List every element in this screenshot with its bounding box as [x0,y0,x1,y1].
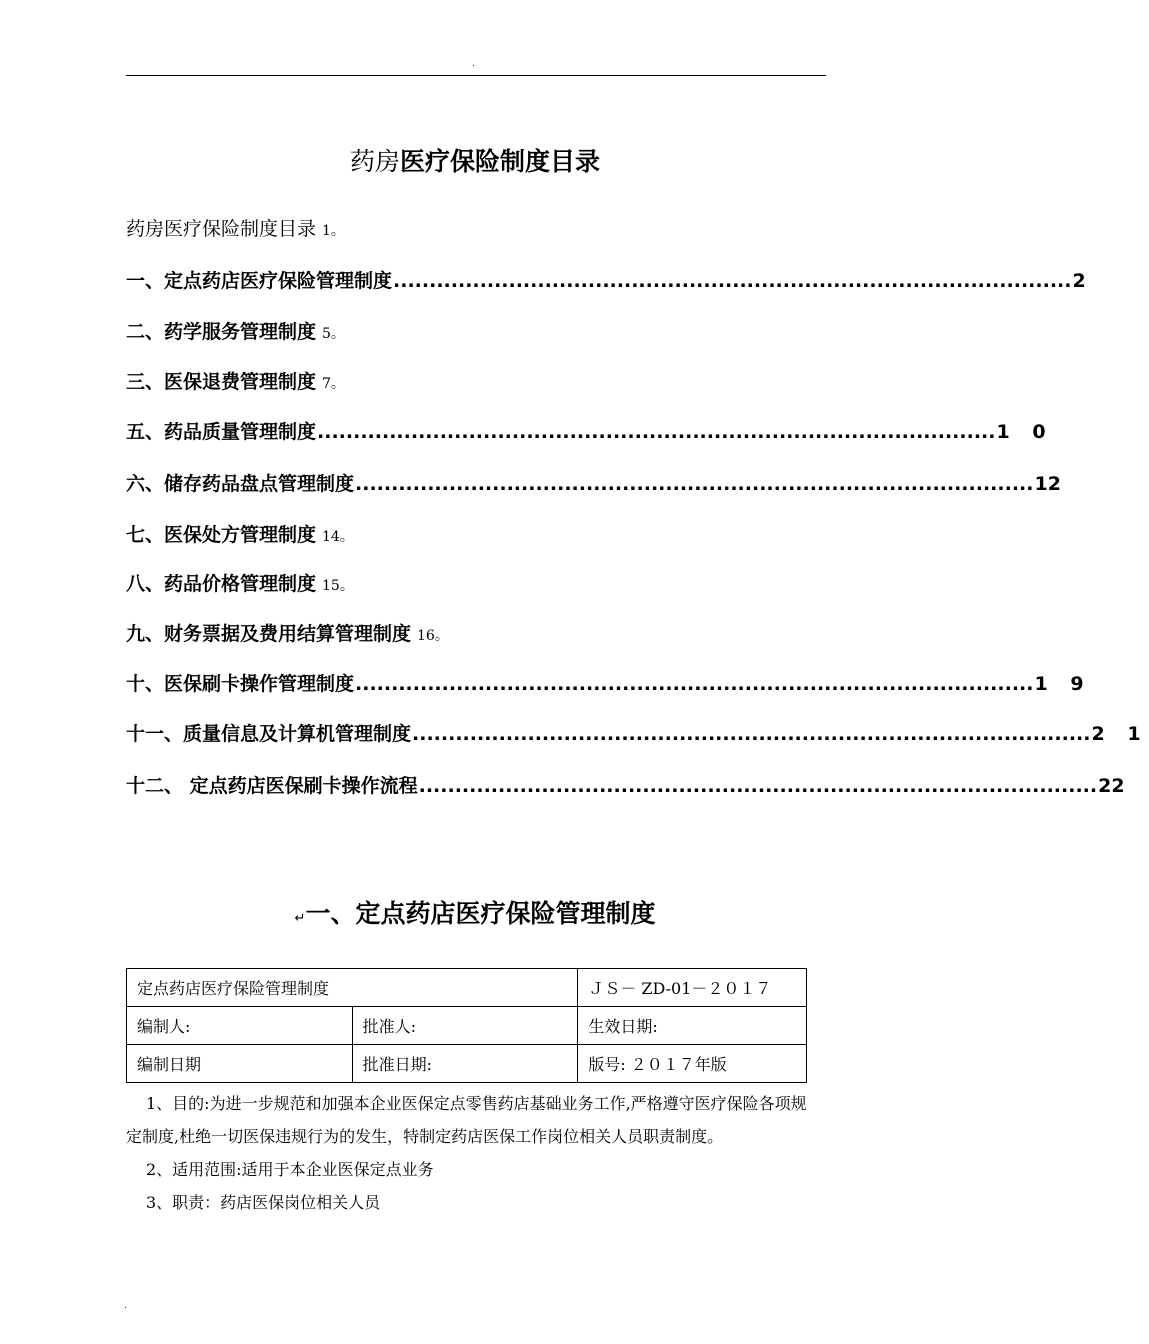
policy-name-cell: 定点药店医疗保险管理制度 [127,969,578,1007]
policy-code-cell: ＪＳ－ ZD-01－２０１７ [578,969,807,1007]
toc-entry-label: 六、储存药品盘点管理制度 [126,473,355,495]
toc-entry[interactable] [126,469,1061,499]
table-row [127,969,807,1007]
toc-entry-label: 十二、 定点药店医保刷卡操作流程 [126,775,418,797]
toc-entry-page: 5。 [322,326,345,342]
toc-entry[interactable] [126,669,1092,699]
section-title [0,894,950,930]
toc-entry-page: 1 9 [1034,673,1092,695]
toc-entry-label: 二、药学服务管理制度 [126,321,317,343]
toc-leader-dots: .............................................................................................. [355,673,1034,695]
section-title-text: 一、定点药店医疗保险管理制度 [305,899,656,928]
toc-entry-page: 1 0 [996,421,1054,443]
toc-entry[interactable] [126,719,1149,749]
footer-dot: . [124,1300,128,1311]
toc-entry-page: 2 1 [1091,723,1149,745]
toc-entry[interactable] [126,266,1086,296]
toc-entry-page: 12 [1034,473,1061,495]
table-row [127,1007,807,1045]
effective-date-cell: 生效日期: [578,1007,807,1045]
toc-entry-label: 七、医保处方管理制度 [126,524,317,546]
toc-entry[interactable] [126,619,826,649]
body-text [126,1087,816,1219]
approver-cell: 批准人: [352,1007,578,1045]
toc-entry-page: 22 [1098,775,1125,797]
toc-entry-page: 14。 [322,529,354,545]
approve-date-cell: 批准日期: [352,1045,578,1083]
toc-leader-dots: .............................................................................................. [317,421,996,443]
paragraph-purpose: 1、目的:为进一步规范和加强本企业医保定点零售药店基础业务工作,严格遵守医疗保险各项规定制度,杜绝一切医保违规行为的发生，特制定药店医保工作岗位相关人员职责制度。 [126,1094,807,1146]
table-row [127,1045,807,1083]
toc-entry-label: 十、医保刷卡操作管理制度 [126,673,355,695]
compile-date-cell: 编制日期 [127,1045,353,1083]
version-cell: 版号: ２０１７年版 [578,1045,807,1083]
toc-leader-dots: .............................................................................................. [412,723,1091,745]
toc-entry-label: 十一、质量信息及计算机管理制度 [126,723,412,745]
toc-entry-label: 三、医保退费管理制度 [126,371,317,393]
toc-entry-label: 五、药品质量管理制度 [126,421,317,443]
toc-entry-page: 15。 [322,578,354,594]
header-rule [126,75,826,76]
toc-entry-page: 7。 [322,376,345,392]
paragraph-mark: ↵ [294,911,306,926]
toc-entry[interactable] [126,317,826,347]
toc-entry-page: 16。 [417,628,449,644]
document-title-main: 医疗保险制度目录 [400,147,601,176]
header-dot: . [472,58,476,69]
toc-entry-label: 药房医疗保险制度目录 [126,218,317,240]
toc-leader-dots: .............................................................................................. [355,473,1034,495]
toc-entry[interactable] [126,771,1125,801]
document-title [0,142,950,178]
toc-entry[interactable] [126,569,826,599]
toc-entry-label: 一、定点药店医疗保险管理制度 [126,270,393,292]
toc-entry-label: 八、药品价格管理制度 [126,573,317,595]
toc-entry[interactable] [126,214,826,244]
compiler-cell: 编制人: [127,1007,353,1045]
toc-entry-page: 1。 [322,223,345,239]
toc-leader-dots: .............................................................................................. [393,270,1072,292]
document-info-table [126,968,807,1083]
toc-entry-label: 九、财务票据及费用结算管理制度 [126,623,412,645]
toc-entry[interactable] [126,367,826,397]
toc-leader-dots: .............................................................................................. [418,775,1098,797]
document-title-prefix: 药房 [349,147,400,176]
toc-entry[interactable] [126,417,1054,447]
toc-entry[interactable] [126,520,826,550]
paragraph-scope: 2、适用范围:适用于本企业医保定点业务 [146,1160,434,1179]
toc-entry-page: 2 [1072,270,1086,292]
paragraph-responsibility: 3、职责：药店医保岗位相关人员 [146,1193,381,1212]
